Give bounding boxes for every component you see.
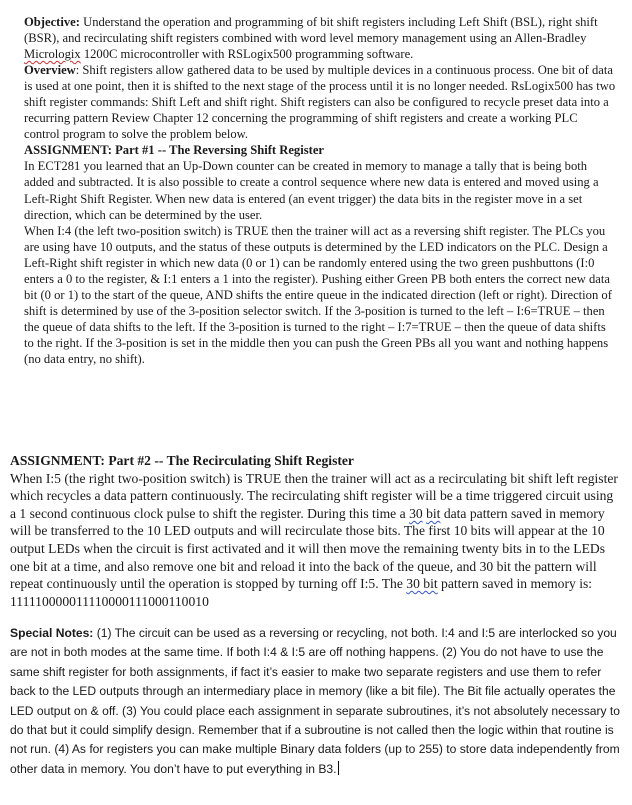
thirty-bit-phrase-2: 30 bit [406,576,438,592]
objective-paragraph [24,14,616,62]
special-notes-paragraph [10,624,622,779]
section-part2 [10,452,622,610]
overview-text: : Shift registers allow gathered data to be used by multiple devices in a continuous process. One bit of data is used at one point, then it is shifted to the next stage of the process until it is no longer needed. RsLogix500 has two shift register commands: Shift Left and shift right. Shift registers can also be configured to recycle preset data into a recurring pattern Review Chapter 12 concerning the programming of shift registers and create a working PLC control program to solve the problem below. [24,63,616,142]
assignment1-paragraph-1: In ECT281 you learned that an Up-Down counter can be created in memory to manage a tally that is being both added and subtracted. It is also possible to create a control sequence where new data is entered and moved using a Left-Right Shift Register. When new data is entered (an event trigger) the data bits in the register move in a set direction, which can be determined by the user. [24,159,599,222]
objective-text-1: Understand the operation and programming of bit shift registers including Left Shift (BSL), right shift (BSR), and recirculating shift registers combined with word level memory management using an Allen-Bradley [24,15,598,46]
thirty-bit-phrase-1b: bit [426,505,441,521]
objective-label: Objective: [24,15,80,29]
bit-pattern: 111110000011110000111000110010 [10,593,209,609]
overview-label: Overview [24,63,76,78]
text-cursor [338,761,339,775]
assignment1-heading: ASSIGNMENT: Part #1 -- The Reversing Shift Register [24,143,325,158]
assignment1-paragraph-2: When I:4 (the left two-position switch) is TRUE then the trainer will act as a reversing shift register. The PLCs you are using have 10 outputs, and the status of these outputs is determined by the LED indicators on the PLC. Design a Left-Right shift register in which new data (0 or 1) can be randomly entered using the two green pushbuttons (I:0 enters a 0 to the register, & I:1 enters a 1 into the register). Pushing either Green PB both enters the correct new data bit (0 or 1) to the start of the queue, AND shifts the entire queue in the indicated direction (left or right). Direction of shift is determined by use of the 3-position selector switch. If the 3-position is turned to the left – I:6=TRUE – then the queue of data shifts to the left. If the 3-position is turned to the right – I:7=TRUE – then the queue of data shifts to the right. If the 3-position is set in the middle then you can push the Green PBs all you want and nothing happens (no data entry, no shift). [24,223,612,366]
section-part1 [24,14,616,367]
assignment2-heading: ASSIGNMENT: Part #2 -- The Recirculating Shift Register [10,453,354,468]
thirty-bit-phrase-1a: 30 [409,505,423,521]
section-special-notes [10,624,622,779]
assignment2-paragraph: When I:5 (the right two-position switch) is TRUE then the trainer will act as a recirculating bit shift left register which recycles a data pattern continuously. The recirculating shift register will be a time triggered circuit using a 1 second continuous clock pulse to shift the register. During this time a 30 bit data pattern saved in memory will be transferred to the 10 LED outputs and will recirculate those bits. The first 10 bits will appear at the 10 output LEDs when the circuit is first activated and it will then move the remaining twenty bits in to the LEDs one bit at a time, and also remove one bit and reload it into the back of the queue, and 30 bit the pattern will repeat continuously until the operation is stopped by turning off I:5. The 30 bit pattern saved in memory is: [10,470,618,592]
objective-text-2: 1200C microcontroller with RSLogix500 programming software. [80,47,414,62]
special-notes-text: (1) The circuit can be used as a reversing or recycling, not both. I:4 and I:5 are interlocked so you are not in both modes at the same time. If both I:4 & I:5 are off nothing happens. (2) You do not have to use the same shift register for both assignments, if fact it’s easier to make two separate registers and use them to refer back to the LED outputs through an intermediary place in memory (like a bit file). The Bit file actually operates the LED output on & off. (3) You could place each assignment in separate subroutines, it’s not absolutely necessary to do that but it could simplify design. Remember that if a subroutine is not called then the logic within that routine is not run. (4) As for registers you can make multiple Binary data folders (up to 255) to store data independently from other data in memory. You don’t have to put everything in B3. [10,626,620,776]
special-notes-label: Special Notes: [10,626,94,640]
overview-paragraph [24,62,616,142]
micrologix-word: Micrologix [24,47,81,62]
